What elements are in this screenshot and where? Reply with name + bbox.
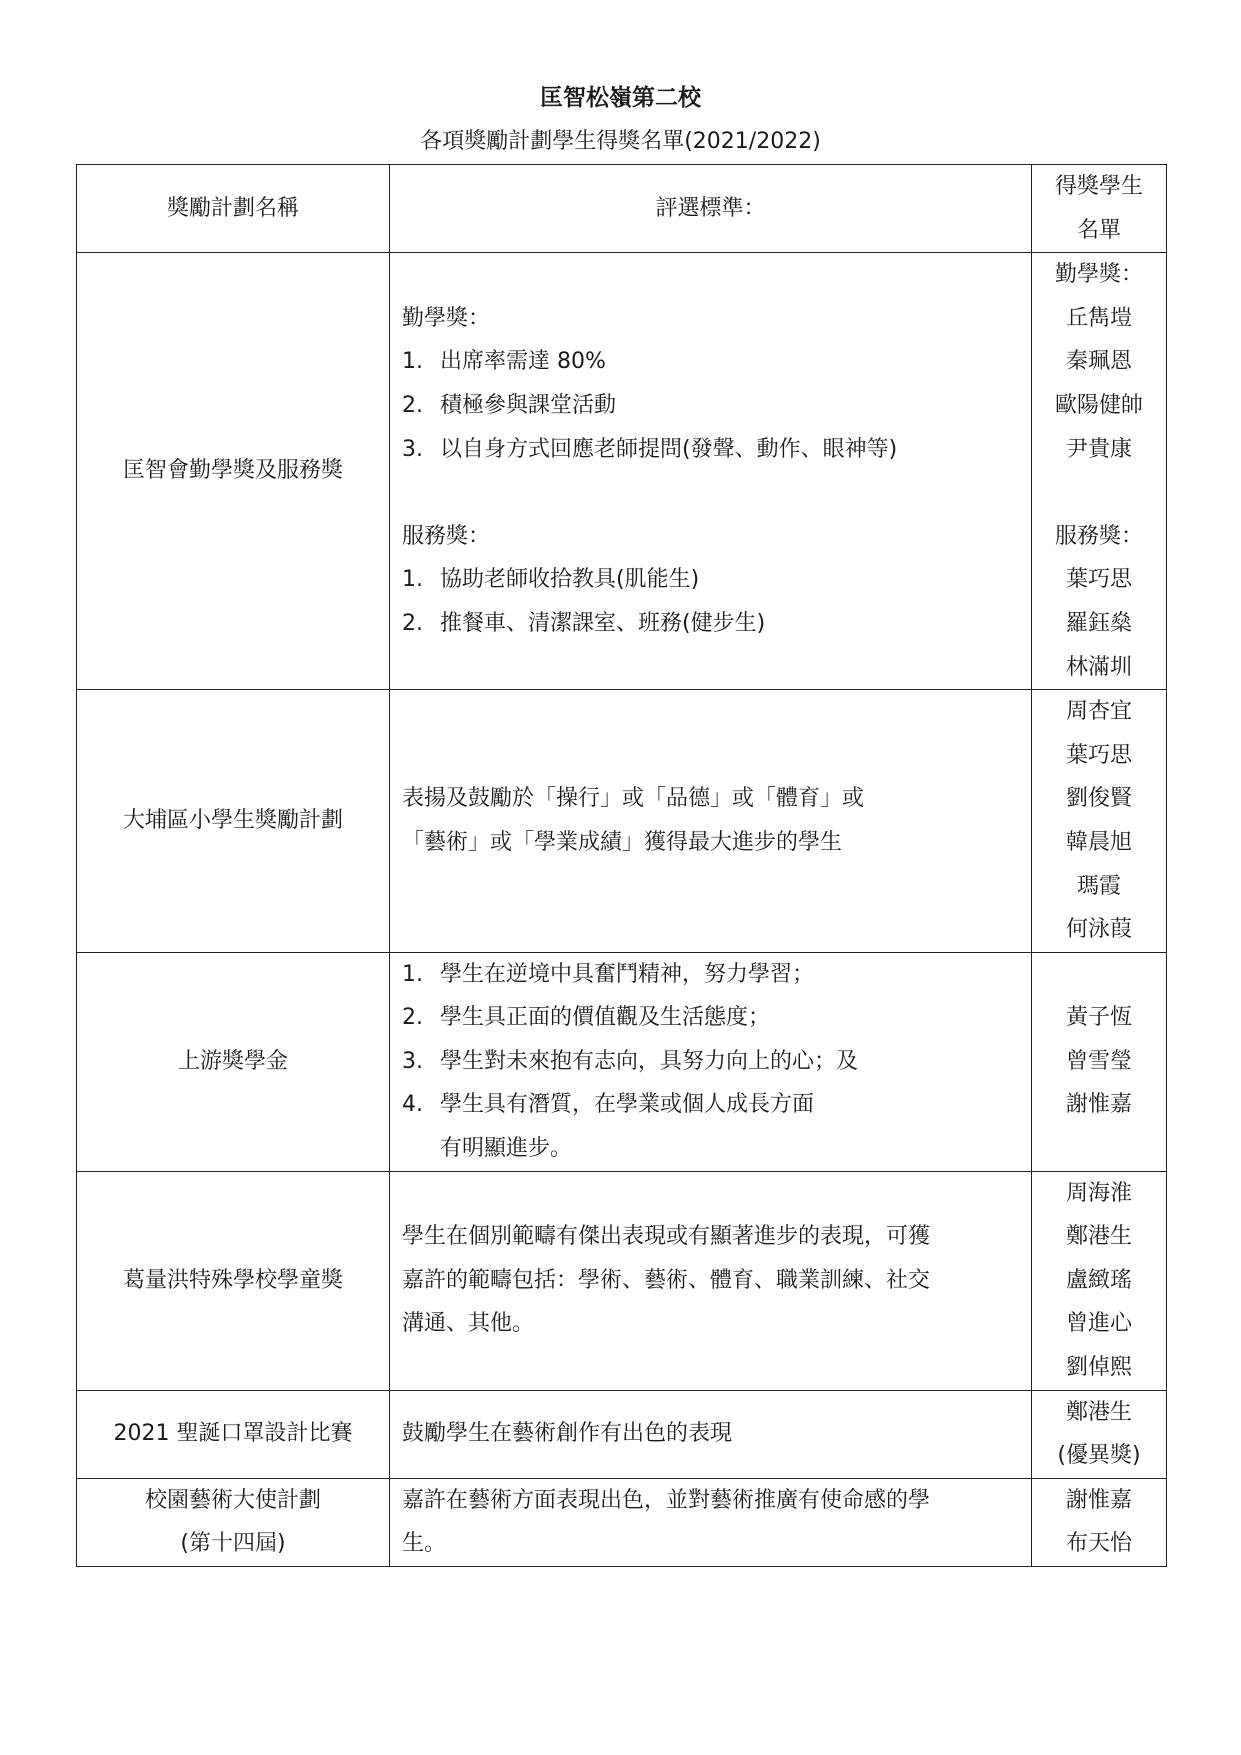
table-row: [77, 1390, 1167, 1478]
criteria-item: 3. 以自身方式回應老師提問(發聲、動作、眼神等): [402, 436, 898, 462]
criteria-line: 學生在個別範疇有傑出表現或有顯著進步的表現，可獲: [402, 1224, 931, 1250]
student-name: 羅鈺燊: [1065, 610, 1132, 636]
header-students: [1032, 165, 1167, 253]
award-criteria: [390, 1390, 1032, 1478]
table-row: [77, 1171, 1167, 1390]
table-row: [77, 253, 1167, 690]
award-students: [1032, 1478, 1167, 1566]
header-students-line2: 名單: [1076, 217, 1121, 243]
awards-table: [76, 164, 1167, 1567]
students-heading: 服務獎：: [1054, 523, 1143, 549]
header-award-name: 獎勵計劃名稱: [77, 165, 390, 253]
award-criteria: [390, 253, 1032, 690]
student-name: 葉巧思: [1065, 567, 1132, 593]
criteria-item: 2. 積極參與課堂活動: [402, 392, 617, 418]
award-level: (優異獎): [1057, 1443, 1141, 1469]
table-header-row: [77, 165, 1167, 253]
student-name: 黃子恆: [1065, 1005, 1132, 1031]
award-students: [1032, 1390, 1167, 1478]
criteria-line: 表揚及鼓勵於「操行」或「品德」或「體育」或: [402, 786, 865, 812]
student-name: 韓晨旭: [1065, 829, 1132, 855]
student-name: 周海淮: [1065, 1180, 1132, 1206]
criteria-item: 2. 推餐車、清潔課室、班務(健步生): [402, 610, 766, 636]
table-row: [77, 690, 1167, 953]
student-name: 歐陽健帥: [1054, 392, 1143, 418]
students-heading: 勤學獎：: [1054, 262, 1143, 288]
student-name: 尹貴康: [1065, 436, 1132, 462]
student-name: 何泳葭: [1065, 917, 1132, 943]
header-students-line1: 得獎學生: [1054, 174, 1143, 199]
student-name: 瑪霞: [1076, 873, 1121, 899]
student-name: 謝惟嘉: [1065, 1092, 1132, 1118]
student-name: 盧緻瑤: [1065, 1267, 1132, 1293]
award-students: [1032, 253, 1167, 690]
award-criteria: [390, 1171, 1032, 1390]
criteria-item-continuation: 有明顯進步。: [440, 1136, 573, 1162]
criteria-line: 鼓勵學生在藝術創作有出色的表現: [402, 1421, 733, 1447]
student-name: 秦珮恩: [1065, 349, 1132, 375]
award-students: [1032, 690, 1167, 953]
award-name-line: 校園藝術大使計劃: [144, 1487, 321, 1513]
criteria-item: 4. 學生具有潛質，在學業或個人成長方面: [402, 1092, 815, 1118]
award-name: 匡智會勤學獎及服務獎: [77, 253, 390, 690]
criteria-item: 1. 協助老師收拾教具(肌能生): [402, 567, 700, 593]
table-row: [77, 952, 1167, 1171]
criteria-item: 3. 學生對未來抱有志向，具努力向上的心；及: [402, 1048, 859, 1074]
criteria-item: 1. 學生在逆境中具奮鬥精神，努力學習；: [402, 961, 815, 987]
award-name: 葛量洪特殊學校學童獎: [77, 1171, 390, 1390]
award-name: 大埔區小學生獎勵計劃: [77, 690, 390, 953]
student-name: 鄭港生: [1065, 1399, 1132, 1425]
student-name: 周杏宜: [1065, 699, 1132, 725]
document-title: 匡智松嶺第二校: [540, 85, 701, 111]
criteria-item: 1. 出席率需達 80%: [402, 349, 606, 375]
award-students: [1032, 952, 1167, 1171]
criteria-line: 「藝術」或「學業成績」獲得最大進步的學生: [402, 829, 843, 855]
student-name: 鄭港生: [1065, 1224, 1132, 1250]
criteria-line: 嘉許在藝術方面表現出色，並對藝術推廣有使命感的學: [402, 1487, 931, 1513]
criteria-line: 嘉許的範疇包括：學術、藝術、體育、職業訓練、社交: [402, 1267, 931, 1293]
student-name: 葉巧思: [1065, 742, 1132, 768]
document-subtitle: 各項獎勵計劃學生得獎名單(2021/2022): [420, 129, 821, 154]
student-name: 曾進心: [1065, 1311, 1132, 1337]
table-row: [77, 1478, 1167, 1566]
header-criteria: 評選標準：: [390, 165, 1032, 253]
award-students: [1032, 1171, 1167, 1390]
student-name: 曾雪瑩: [1065, 1048, 1132, 1074]
award-criteria: [390, 690, 1032, 953]
criteria-line: 生。: [402, 1531, 447, 1557]
student-name: 布天怡: [1065, 1531, 1132, 1557]
award-criteria: [390, 1478, 1032, 1566]
criteria-item: 2. 學生具正面的價值觀及生活態度；: [402, 1005, 771, 1031]
award-name: 2021 聖誕口罩設計比賽: [77, 1390, 390, 1478]
award-name: 上游獎學金: [77, 952, 390, 1171]
award-criteria: [390, 952, 1032, 1171]
student-name: 劉俊賢: [1065, 786, 1132, 812]
criteria-line: 溝通、其他。: [402, 1311, 535, 1337]
criteria-heading: 服務獎：: [402, 523, 491, 549]
student-name: 劉倬熙: [1065, 1355, 1132, 1381]
student-name: 謝惟嘉: [1065, 1487, 1132, 1513]
award-name-line: (第十四屆): [180, 1531, 286, 1557]
student-name: 林滿圳: [1065, 654, 1132, 680]
award-name: [77, 1478, 390, 1566]
criteria-heading: 勤學獎：: [402, 305, 491, 331]
student-name: 丘雋塏: [1065, 305, 1132, 331]
